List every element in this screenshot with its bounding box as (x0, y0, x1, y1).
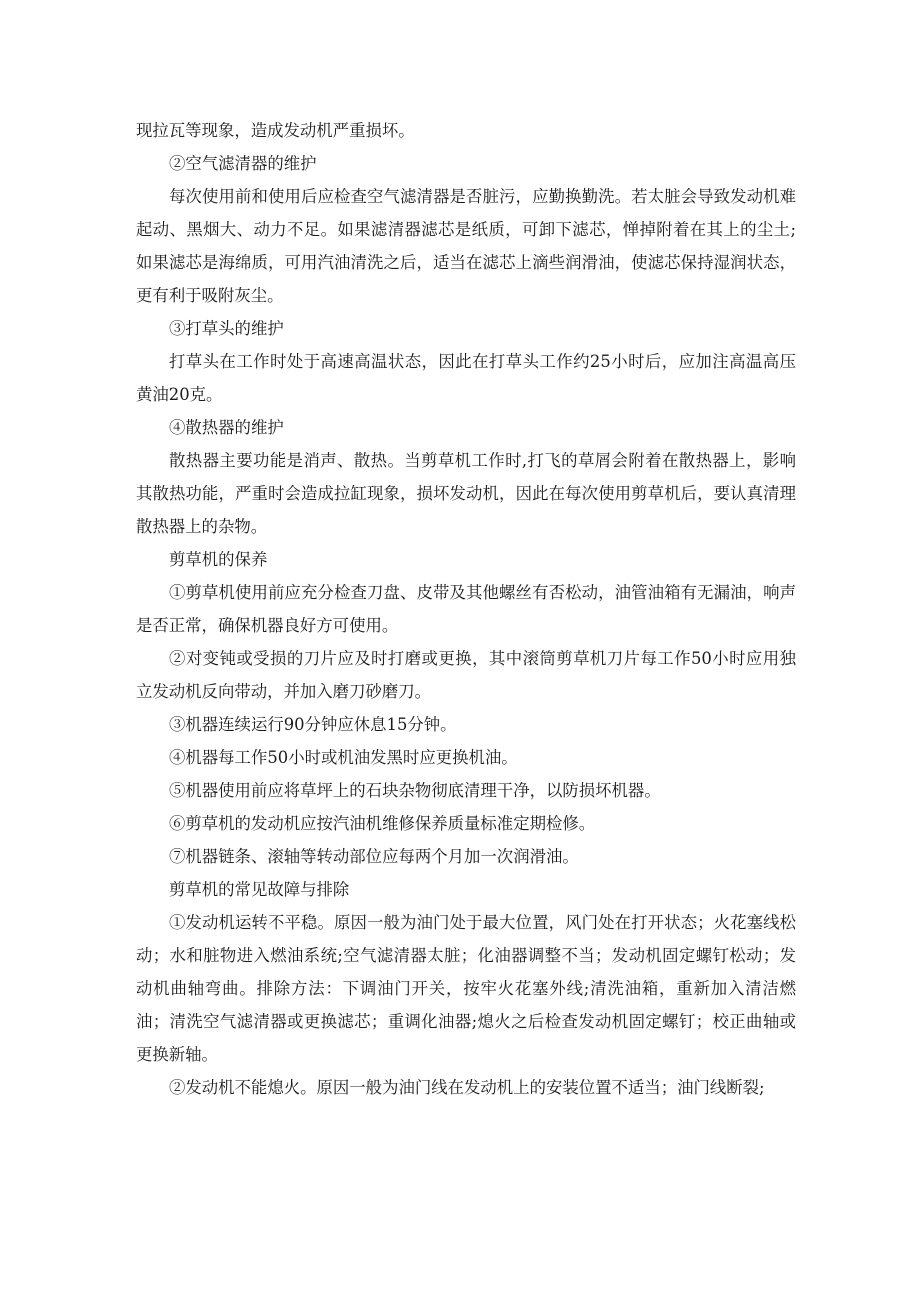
care-item-2: ②对变钝或受损的刀片应及时打磨或更换，其中滚筒剪草机刀片每工作50小时应用独立发动机反向带动，并加入磨刀砂磨刀。 (136, 649, 796, 701)
paragraph-trimmer-head: 打草头在工作时处于高速高温状态，因此在打草头工作约25小时后，应加注高温高压黄油20克。 (136, 352, 796, 404)
care-item-1: ①剪草机使用前应充分检查刀盘、皮带及其他螺丝有否松动，油管油箱有无漏油，响声是否正常，确保机器良好方可使用。 (136, 583, 796, 635)
care-item-4: ④机器每工作50小时或机油发黑时应更换机油。 (169, 748, 518, 767)
fault-item-1: ①发动机运转不平稳。原因一般为油门处于最大位置，风门处在打开状态；火花塞线松动；水和脏物进入燃油系统;空气滤清器太脏；化油器调整不当；发动机固定螺钉松动；发动机曲轴弯曲。排除方法：下调油门开关，按牢火花塞外线;清洗油箱，重新加入清洁燃油；清洗空气滤清器或更换滤芯；重调化油器;熄火之后检查发动机固定螺钉；校正曲轴或更换新轴。 (136, 913, 796, 1064)
paragraph-radiator: 散热器主要功能是消声、散热。当剪草机工作时,打飞的草屑会附着在散热器上，影响其散热功能，严重时会造成拉缸现象，损坏发动机，因此在每次使用剪草机后，要认真清理散热器上的杂物。 (136, 451, 796, 536)
heading-trimmer-head-maintenance: ③打草头的维护 (169, 319, 284, 338)
fault-item-2: ②发动机不能熄火。原因一般为油门线在发动机上的安装位置不适当；油门线断裂; (169, 1078, 765, 1097)
care-item-5: ⑤机器使用前应将草坪上的石块杂物彻底清理干净，以防损坏机器。 (169, 781, 661, 800)
heading-common-faults: 剪草机的常见故障与排除 (169, 880, 350, 899)
heading-radiator-maintenance: ④散热器的维护 (169, 418, 284, 437)
care-item-7: ⑦机器链条、滚轴等转动部位应每两个月加一次润滑油。 (169, 847, 579, 866)
heading-air-filter-maintenance: ②空气滤清器的维护 (169, 154, 317, 173)
paragraph-continuation: 现拉瓦等现象，造成发动机严重损坏。 (136, 121, 415, 140)
paragraph-air-filter: 每次使用前和使用后应检查空气滤清器是否脏污，应勤换勤洗。若太脏会导致发动机难起动、黑烟大、动力不足。如果滤清器滤芯是纸质，可卸下滤芯，惮掉附着在其上的尘土;如果滤芯是海绵质，可用汽油清洗之后，适当在滤芯上滴些润滑油，使滤芯保持湿润状态，更有利于吸附灰尘。 (136, 187, 796, 305)
document-body (136, 114, 796, 1104)
heading-mower-care: 剪草机的保养 (169, 550, 268, 569)
care-item-3: ③机器连续运行90分钟应休息15分钟。 (169, 715, 457, 734)
care-item-6: ⑥剪草机的发动机应按汽油机维修保养质量标准定期检修。 (169, 814, 596, 833)
